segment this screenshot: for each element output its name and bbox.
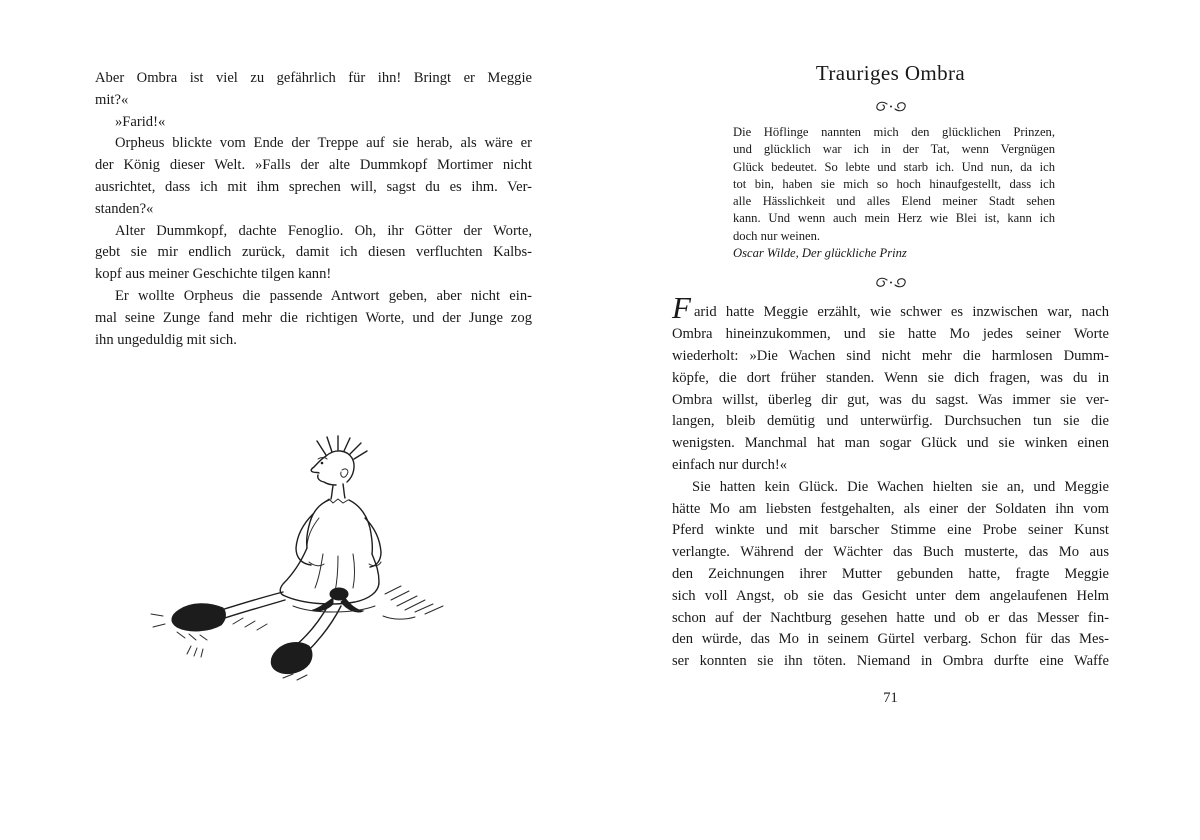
text-line: ausrichtet, dass ich mit ihm sprechen will, sagst du es ihm. Ver- [95,178,532,195]
page-number: 71 [883,689,898,706]
text-line: köpfe, die dort früher standen. Wenn sie dich fragen, was du in [672,369,1109,386]
text-line: gebt sie mir endlich zurück, damit ich diesen verfluchten Kalbs- [95,244,532,261]
epigraph-attribution: Oscar Wilde, Der glückliche Prinz [733,246,907,261]
text-line: Glück bedeutet. So lebte und starb ich. Und nun, da ich [733,159,1055,174]
left-page-text [95,68,532,351]
drop-cap-letter: F [672,290,691,326]
text-line: Ombra willst, überleg dir gut, was du sagst. Was immer sie ver- [672,391,1109,408]
text-line: sich voll Angst, ob sie das Gesicht unter dem angelaufenen Helm [672,587,1109,604]
text-line: den Zeichnungen ihrer Mutter gebunden hatte, fragte Meggie [672,565,1109,582]
right-page-text [672,290,1109,673]
text-line: einfach nur durch!« [672,456,788,473]
text-line: ihn ungeduldig mit sich. [95,331,237,348]
text-line: der König dieser Welt. »Falls der alte Dummkopf Mortimer nicht [95,157,532,174]
text-line: doch nur weinen. [733,228,821,243]
seated-figure-illustration [133,434,471,702]
text-line: langen, bleib demütig und unterwürfig. Durchsuchen tun sie die [672,413,1109,430]
text-line: mit?« [95,91,129,108]
text-line: standen?« [95,200,154,217]
fleuron-icon [873,276,909,289]
text-line: verlangte. Während der Wächter das Buch musterte, das Mo aus [672,544,1109,561]
text-line: hätte Mo am liebsten festgehalten, als einer der Soldaten ihn vom [672,500,1109,517]
text-line: Pferd winkte und mit barscher Stimme eine Probe seiner Kunst [672,522,1109,539]
text-line: Er wollte Orpheus die passende Antwort geben, aber nicht ein- [115,287,532,304]
text-line: mal seine Zunge fand mehr die richtigen Worte, und der Junge zog [95,309,532,326]
text-line: alle Hässlichkeit und alles Elend meiner Stadt sehen [733,194,1055,209]
text-line: Farid hatte Meggie erzählt, wie schwer es inzwischen war, nach [672,290,1109,326]
text-line: Sie hatten kein Glück. Die Wachen hielten sie an, und Meggie [692,478,1109,495]
text-line: wiederholt: »Die Wachen sind nicht mehr die harmlosen Dumm- [672,347,1109,364]
fleuron-icon [873,100,909,113]
text-line: den würde, das Mo in seinem Gürtel verbarg. Schon für das Mes- [672,631,1109,648]
text-line: kann. Und wenn auch mein Herz wie Blei ist, kann ich [733,211,1055,226]
epigraph [733,124,1055,262]
text-line: Aber Ombra ist viel zu gefährlich für ihn! Bringt er Meggie [95,70,532,86]
text-line: kopf aus meiner Geschichte tilgen kann! [95,266,332,283]
text-line: Orpheus blickte vom Ende der Treppe auf sie herab, als wäre er [115,135,532,152]
text-line: »Farid!« [115,113,166,130]
text-line: tot bin, haben sie mich so hoch hinaufgestellt, dass ich [733,176,1055,191]
section-ornament-top [672,97,1109,111]
section-ornament-bottom [672,273,1109,287]
text-line: Die Höflinge nannten mich den glücklichen Prinzen, [733,125,1055,139]
text-line: wenigsten. Manchmal hat man sogar Glück und sie winken einen [672,435,1109,452]
chapter-title: Trauriges Ombra [815,61,966,85]
text-line: ser konnten sie ihn töten. Niemand in Ombra durfte eine Waffe [672,653,1109,670]
text-line: und glücklich war ich in der Tat, wenn Vergnügen [733,142,1055,157]
left-page [95,68,532,828]
text-line: schon auf der Nachtburg gesehen hatte und ob er das Messer fin- [672,609,1109,626]
epigraph-text [733,124,1055,245]
right-page [672,60,1109,830]
text-line: Ombra hineinzukommen, und sie hatte Mo jedes seiner Worte [672,326,1109,343]
ink-sketch-drawing [133,434,471,702]
text-line: Alter Dummkopf, dachte Fenoglio. Oh, ihr Götter der Worte, [115,222,532,239]
